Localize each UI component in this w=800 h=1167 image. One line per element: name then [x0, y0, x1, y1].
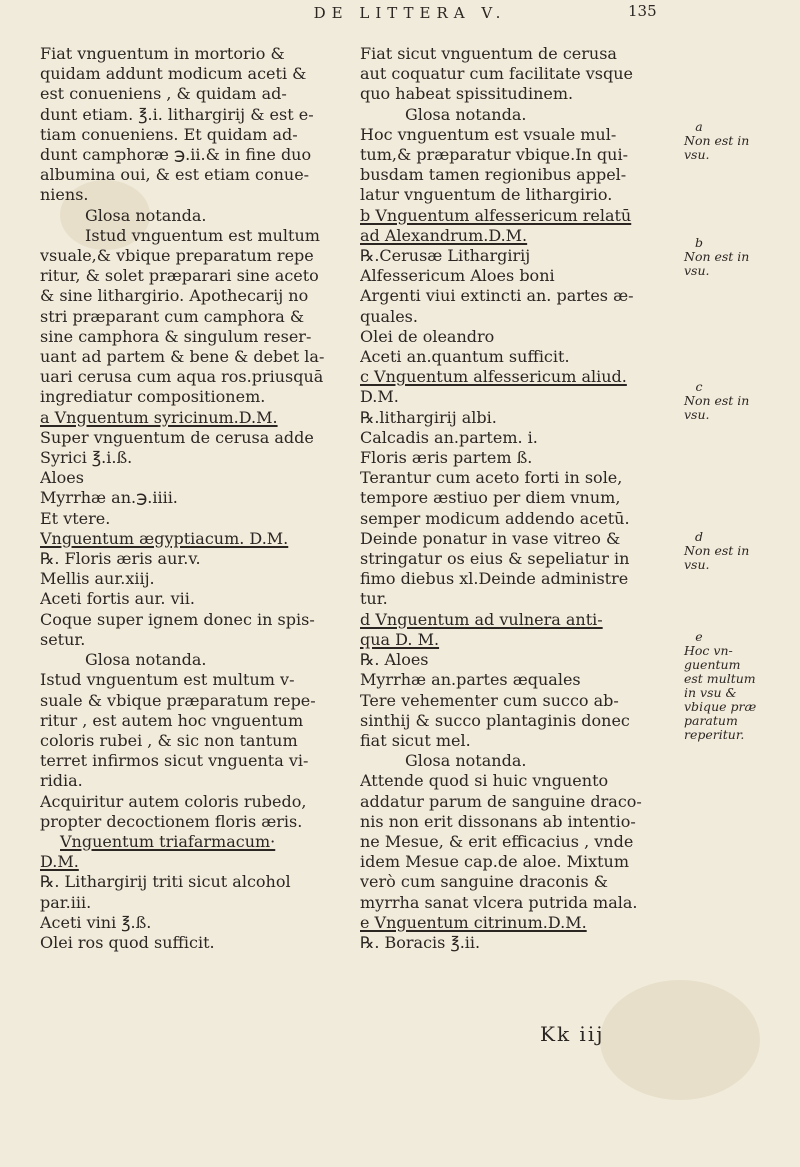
text-line: fimo diebus xl.Deinde administre: [360, 569, 629, 589]
text-line: & sine lithargirio. Apothecarij no: [40, 286, 309, 306]
text-line: suale & vbique præparatum repe-: [40, 690, 316, 710]
text-line: Argenti viui extincti an. partes æ-: [360, 286, 634, 306]
note-line: vsu.: [684, 557, 710, 572]
note-line: vbique præ: [684, 699, 757, 714]
text-line: Alfessericum Aloes boni: [360, 266, 555, 286]
text-line: quo habeat spissitudinem.: [360, 84, 574, 104]
note-line: guentum: [684, 657, 741, 672]
text-line: Aloes: [40, 468, 84, 488]
text-line: sine camphora & singulum reser-: [40, 326, 312, 346]
text-line: ℞. Floris æris aur.v.: [40, 549, 201, 569]
page-number: 135: [628, 2, 657, 20]
text-line: quidam addunt modicum aceti &: [40, 64, 307, 84]
text-line: Deinde ponatur in vase vitreo &: [360, 528, 621, 548]
text-line: latur vnguentum de lithargirio.: [360, 185, 613, 205]
text-line: Aceti an.quantum sufficit.: [360, 347, 570, 367]
right-column: [360, 44, 670, 953]
glosa-heading: Glosa notanda.: [405, 104, 527, 124]
recipe-title: d Vnguentum ad vulnera anti-: [360, 609, 603, 629]
text-line: Aceti fortis aur. vii.: [40, 589, 195, 609]
text-line: idem Mesue cap.de aloe. Mixtum: [360, 852, 629, 872]
text-line: Tere vehementer cum succo ab-: [360, 690, 619, 710]
note-line: reperitur.: [684, 727, 745, 742]
note-line: in vsu &: [684, 685, 737, 700]
text-line: tur.: [360, 589, 388, 609]
left-column: [40, 44, 345, 953]
text-line: ridia.: [40, 771, 83, 791]
text-line: ad Alexandrum.D.M.: [360, 225, 528, 245]
text-line: niens.: [40, 185, 89, 205]
text-line: Mellis aur.xiij.: [40, 569, 155, 589]
text-line: dunt camphoræ ℈.ii.& in fine duo: [40, 145, 312, 165]
text-line: verò cum sanguine draconis &: [360, 872, 608, 892]
recipe-title: e Vnguentum citrinum.D.M.: [360, 912, 587, 932]
text-line: albumina oui, & est etiam conue-: [40, 165, 310, 185]
text-line: est conueniens , & quidam ad-: [40, 84, 287, 104]
text-line: Myrrhæ an.℈.iiii.: [40, 488, 178, 508]
text-line: sinthij & succo plantaginis donec: [360, 710, 630, 730]
text-line: Attende quod si huic vnguento: [360, 771, 609, 791]
note-letter: e: [695, 629, 703, 644]
text-line: busdam tamen regionibus appel-: [360, 165, 627, 185]
text-line: tempore æstiuo per diem vnum,: [360, 488, 621, 508]
note-letter: d: [694, 529, 703, 544]
text-line: ℞. Boracis ℥.ii.: [360, 932, 481, 952]
running-title: DE LITTERA V.: [313, 4, 507, 22]
text-line: Coque super ignem donec in spis-: [40, 609, 315, 629]
text-line: dunt etiam. ℥.i. lithargirij & est e-: [40, 104, 314, 124]
note-line: paratum: [684, 713, 738, 728]
note-line: Non est in: [684, 249, 750, 264]
recipe-title: a Vnguentum syricinum.D.M.: [40, 407, 278, 427]
text-line: uari cerusa cum aqua ros.priusquā: [40, 367, 324, 387]
text-line: ne Mesue, & erit efficacius , vnde: [360, 831, 634, 851]
glosa-heading: Glosa notanda.: [405, 751, 527, 771]
text-line: myrrha sanat vlcera putrida mala.: [360, 892, 638, 912]
text-line: stri præparant cum camphora &: [40, 306, 305, 326]
text-line: aut coquatur cum facilitate vsque: [360, 64, 634, 84]
text-line: Fiat vnguentum in mortorio &: [40, 44, 285, 63]
text-line: Olei de oleandro: [360, 326, 495, 346]
note-letter: c: [695, 379, 703, 394]
text-line: coloris rubei , & sic non tantum: [40, 730, 298, 750]
signature-mark: Kk iij: [540, 1022, 605, 1046]
text-line: Acquiritur autem coloris rubedo,: [40, 791, 307, 811]
text-line: uant ad partem & bene & debet la-: [40, 347, 325, 367]
text-line: Super vnguentum de cerusa adde: [40, 427, 314, 447]
text-line: terret infirmos sicut vnguenta vi-: [40, 751, 309, 771]
text-line: Et vtere.: [40, 508, 111, 528]
margin-note: [684, 236, 794, 278]
note-line: vsu.: [684, 147, 710, 162]
note-line: Non est in: [684, 393, 750, 408]
text-line: par.iii.: [40, 892, 92, 912]
text-line: Hoc vnguentum est vsuale mul-: [360, 124, 617, 144]
text-line: Fiat sicut vnguentum de cerusa: [360, 44, 617, 63]
note-line: est multum: [684, 671, 756, 686]
margin-note: [684, 630, 794, 742]
text-line: vsuale,& vbique preparatum repe: [40, 246, 314, 266]
text-line: ritur, & solet præparari sine aceto: [40, 266, 319, 286]
text-line: Aceti vini ℥.ß.: [40, 912, 152, 932]
text-line: addatur parum de sanguine draco-: [360, 791, 642, 811]
text-line: fiat sicut mel.: [360, 730, 471, 750]
note-line: vsu.: [684, 407, 710, 422]
text-line: ℞.Cerusæ Lithargirij: [360, 246, 531, 266]
glosa-heading: Glosa notanda.: [85, 205, 207, 225]
text-line: D.M.: [40, 852, 79, 872]
text-line: setur.: [40, 629, 86, 649]
text-line: Calcadis an.partem. i.: [360, 427, 538, 447]
glosa-heading: Glosa notanda.: [85, 650, 207, 670]
note-line: Non est in: [684, 543, 750, 558]
text-line: ℞.lithargirij albi.: [360, 407, 497, 427]
text-line: ritur , est autem hoc vnguentum: [40, 710, 304, 730]
text-line: semper modicum addendo acetū.: [360, 508, 630, 528]
recipe-title: Vnguentum ægyptiacum. D.M.: [40, 528, 289, 548]
text-line: D.M.: [360, 387, 399, 407]
note-line: Hoc vn-: [684, 643, 733, 658]
note-line: vsu.: [684, 263, 710, 278]
text-line: ℞. Lithargirij triti sicut alcohol: [40, 872, 291, 892]
text-line: Floris æris partem ß.: [360, 448, 533, 468]
recipe-title: b Vnguentum alfessericum relatū: [360, 205, 632, 225]
text-line: Olei ros quod sufficit.: [40, 932, 215, 952]
text-line: Istud vnguentum est multum: [85, 225, 320, 245]
text-line: nis non erit dissonans ab intentio-: [360, 811, 636, 831]
text-line: propter decoctionem floris æris.: [40, 811, 303, 831]
text-line: quales.: [360, 306, 418, 326]
margin-note: [684, 380, 794, 422]
text-line: qua D. M.: [360, 629, 440, 649]
text-line: tum,& præparatur vbique.In qui-: [360, 145, 628, 165]
text-line: tiam conueniens. Et quidam ad-: [40, 124, 298, 144]
text-line: ℞. Aloes: [360, 650, 429, 670]
margin-note: [684, 120, 794, 162]
text-line: Syrici ℥.i.ß.: [40, 448, 133, 468]
text-line: Istud vnguentum est multum v-: [40, 670, 295, 690]
text-line: Terantur cum aceto forti in sole,: [360, 468, 623, 488]
note-letter: a: [695, 119, 703, 134]
note-letter: b: [694, 235, 703, 250]
margin-note: [684, 530, 794, 572]
text-line: ingrediatur compositionem.: [40, 387, 266, 407]
text-line: stringatur os eius & sepeliatur in: [360, 549, 630, 569]
recipe-title: Vnguentum triafarmacum·: [60, 831, 276, 851]
text-line: Myrrhæ an.partes æquales: [360, 670, 581, 690]
recipe-title: c Vnguentum alfessericum aliud.: [360, 367, 627, 387]
note-line: Non est in: [684, 133, 750, 148]
